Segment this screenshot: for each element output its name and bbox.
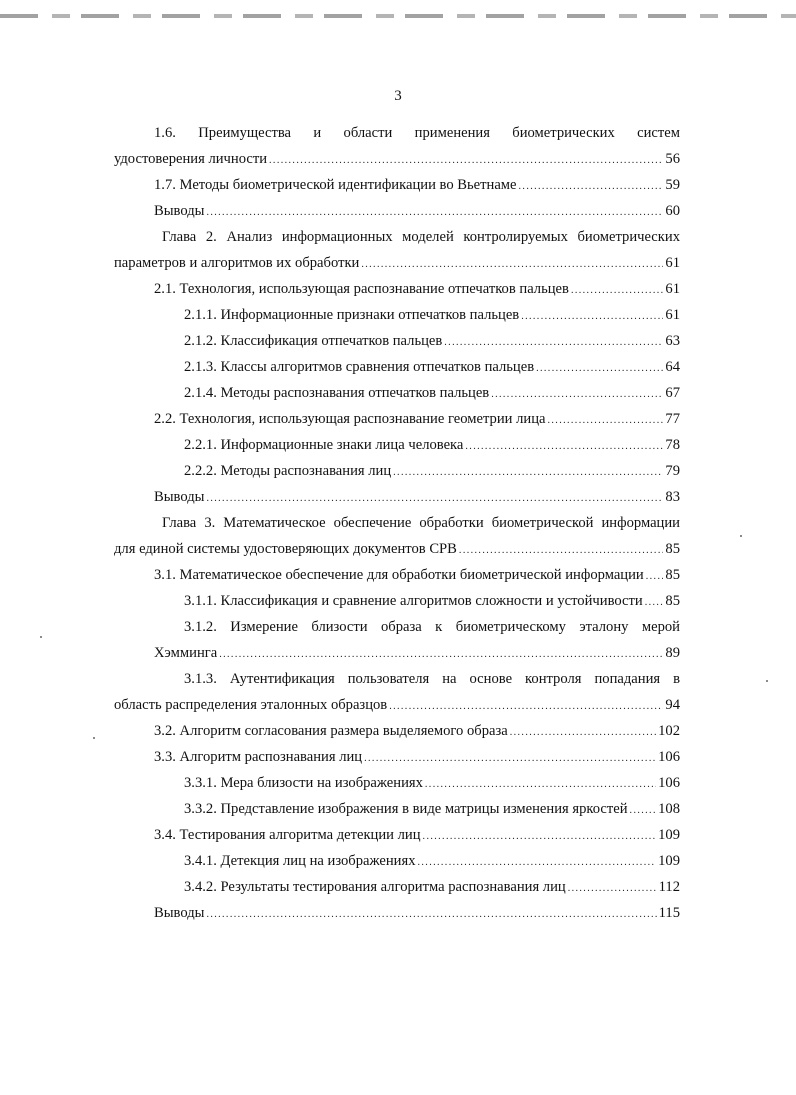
toc-entry-text: 2.1.3. Классы алгоритмов сравнения отпечатков пальцев — [184, 359, 535, 375]
dot-leader — [206, 486, 663, 512]
toc-entry-text: 3.2. Алгоритм согласования размера выделяемого образа — [154, 723, 508, 739]
dot-leader — [548, 408, 664, 434]
toc-entry-2-1-1 — [114, 302, 680, 328]
toc-entry-3-1-3 — [114, 666, 680, 718]
scan-speck — [766, 680, 768, 682]
toc-entry-text: 2.1.4. Методы распознавания отпечатков пальцев — [184, 385, 490, 401]
dot-leader — [465, 434, 663, 460]
toc-page-number: 56 — [665, 151, 680, 167]
dot-leader — [361, 252, 663, 278]
toc-page-number: 78 — [665, 437, 680, 453]
table-of-contents — [114, 120, 680, 926]
toc-entry-2-2-1 — [114, 432, 680, 458]
toc-entry-3-1-1 — [114, 588, 680, 614]
toc-entry-conclusions-1 — [114, 198, 680, 224]
dot-leader — [571, 278, 663, 304]
scan-speck — [93, 737, 95, 739]
toc-entry-2-2 — [114, 406, 680, 432]
toc-entry-1-7 — [114, 172, 680, 198]
dot-leader — [206, 200, 663, 226]
dot-leader — [568, 876, 657, 902]
toc-entry-2-1-2 — [114, 328, 680, 354]
toc-entry-text: 3.3.1. Мера близости на изображениях — [184, 775, 423, 791]
toc-entry-3-1 — [114, 562, 680, 588]
dot-leader — [536, 356, 663, 382]
toc-entry-text: Глава 2. Анализ информационных моделей контролируемых биометрических — [162, 229, 680, 245]
toc-entry-text: Выводы — [154, 905, 205, 921]
toc-entry-text: 3.1.3. Аутентификация пользователя на основе контроля попадания в — [184, 671, 680, 687]
toc-entry-conclusions-3 — [114, 900, 680, 926]
toc-entry-text: 3.4.2. Результаты тестирования алгоритма распознавания лиц — [184, 879, 566, 895]
toc-entry-text: 2.1.2. Классификация отпечатков пальцев — [184, 333, 443, 349]
toc-entry-text: 1.6. Преимущества и области применения биометрических систем — [154, 125, 680, 141]
dot-leader — [364, 746, 656, 772]
toc-entry-2-1-4 — [114, 380, 680, 406]
toc-page-number: 102 — [658, 723, 680, 739]
toc-page-number: 60 — [665, 203, 680, 219]
toc-page-number: 79 — [665, 463, 680, 479]
dot-leader — [630, 798, 657, 824]
dot-leader — [519, 174, 664, 200]
toc-entry-text: Выводы — [154, 489, 205, 505]
dot-leader — [645, 590, 664, 616]
toc-page-number: 85 — [665, 593, 680, 609]
toc-entry-1-6 — [114, 120, 680, 172]
toc-page-number: 77 — [665, 411, 680, 427]
toc-entry-text: 3.1.1. Классификация и сравнение алгоритмов сложности и устойчивости — [184, 593, 643, 609]
toc-page-number: 94 — [665, 697, 680, 713]
toc-entry-text: 3.4.1. Детекция лиц на изображениях — [184, 853, 416, 869]
toc-entry-3-4-2 — [114, 874, 680, 900]
toc-entry-2-1 — [114, 276, 680, 302]
toc-entry-3-3 — [114, 744, 680, 770]
toc-page-number: 64 — [665, 359, 680, 375]
toc-entry-text-cont: Хэмминга — [154, 645, 218, 661]
toc-page-number: 59 — [665, 177, 680, 193]
toc-entry-text: 1.7. Методы биометрической идентификации во Вьетнаме — [154, 177, 517, 193]
toc-page-number: 115 — [658, 905, 680, 921]
toc-page-number: 61 — [665, 255, 680, 271]
toc-entry-2-2-2 — [114, 458, 680, 484]
toc-entry-text: 3.4. Тестирования алгоритма детекции лиц — [154, 827, 421, 843]
scan-speck — [40, 636, 42, 638]
toc-page-number: 89 — [665, 645, 680, 661]
scan-edge-artifact — [0, 14, 796, 18]
toc-entry-3-1-2 — [114, 614, 680, 666]
toc-entry-text-cont: для единой системы удостоверяющих документов СРВ — [114, 541, 457, 557]
toc-page-number: 112 — [658, 879, 680, 895]
toc-entry-text: 3.3. Алгоритм распознавания лиц — [154, 749, 363, 765]
toc-entry-text: 2.1.1. Информационные признаки отпечатков пальцев — [184, 307, 520, 323]
dot-leader — [219, 642, 663, 668]
toc-entry-3-3-1 — [114, 770, 680, 796]
toc-entry-text: 2.2.2. Методы распознавания лиц — [184, 463, 392, 479]
toc-entry-conclusions-2 — [114, 484, 680, 510]
toc-page-number: 63 — [665, 333, 680, 349]
toc-entry-text-cont: область распределения эталонных образцов — [114, 697, 388, 713]
toc-page-number: 106 — [658, 775, 680, 791]
toc-page-number: 85 — [665, 567, 680, 583]
toc-entry-text-cont: параметров и алгоритмов их обработки — [114, 255, 360, 271]
dot-leader — [423, 824, 657, 850]
toc-page-number: 67 — [665, 385, 680, 401]
toc-entry-text-cont: удостоверения личности — [114, 151, 268, 167]
toc-entry-2-1-3 — [114, 354, 680, 380]
dot-leader — [393, 460, 663, 486]
toc-page-number: 61 — [665, 307, 680, 323]
toc-entry-chapter-3 — [114, 510, 680, 562]
toc-entry-chapter-2 — [114, 224, 680, 276]
toc-entry-3-4 — [114, 822, 680, 848]
toc-page-number: 83 — [665, 489, 680, 505]
toc-page-number: 61 — [665, 281, 680, 297]
toc-page-number: 106 — [658, 749, 680, 765]
dot-leader — [269, 148, 663, 174]
dot-leader — [521, 304, 663, 330]
dot-leader — [510, 720, 656, 746]
toc-page-number: 109 — [658, 853, 680, 869]
toc-entry-3-2 — [114, 718, 680, 744]
toc-entry-text: 2.2. Технология, использующая распознавание геометрии лица — [154, 411, 546, 427]
dot-leader — [389, 694, 663, 720]
toc-page-number: 108 — [658, 801, 680, 817]
toc-entry-text: 3.3.2. Представление изображения в виде матрицы изменения яркостей — [184, 801, 628, 817]
toc-entry-text: 2.2.1. Информационные знаки лица человека — [184, 437, 464, 453]
toc-page-number: 109 — [658, 827, 680, 843]
dot-leader — [418, 850, 657, 876]
toc-entry-text: 3.1. Математическое обеспечение для обработки биометрической информации — [154, 567, 644, 583]
dot-leader — [206, 902, 656, 928]
toc-entry-text: Глава 3. Математическое обеспечение обработки биометрической информации — [162, 515, 680, 531]
dot-leader — [425, 772, 656, 798]
toc-entry-3-3-2 — [114, 796, 680, 822]
toc-page-number: 85 — [665, 541, 680, 557]
toc-entry-text: Выводы — [154, 203, 205, 219]
dot-leader — [444, 330, 663, 356]
dot-leader — [646, 564, 664, 590]
scan-speck — [740, 535, 742, 537]
toc-entry-text: 2.1. Технология, использующая распознавание отпечатков пальцев — [154, 281, 569, 297]
page-number: 3 — [394, 88, 402, 104]
toc-entry-3-4-1 — [114, 848, 680, 874]
toc-entry-text: 3.1.2. Измерение близости образа к биометрическому эталону мерой — [184, 619, 680, 635]
dot-leader — [459, 538, 663, 564]
dot-leader — [491, 382, 663, 408]
